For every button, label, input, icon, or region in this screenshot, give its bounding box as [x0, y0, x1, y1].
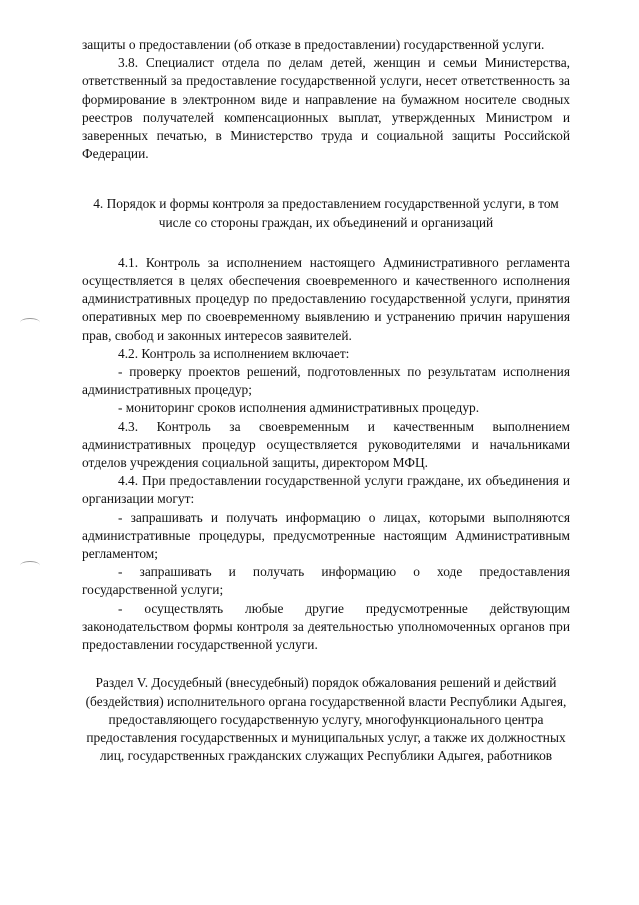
document-page	[82, 36, 570, 765]
paragraph: 4.4. При предоставлении государственной услуги граждане, их объединения и организации могут:	[82, 473, 570, 507]
paragraph: 3.8. Специалист отдела по делам детей, женщин и семьи Министерства, ответственный за предоставление государственной услуги, несет ответственность за формирование в электронном виде и направление на бумажном носителе сводных реестров получателей компенсационных выплат, утвержденных Министром и заверенных печатью, в Министерство труда и социальной защиты Российской Федерации.	[82, 55, 570, 162]
paragraph: 4.1. Контроль за исполнением настоящего Административного регламента осуществляется в целях обеспечения своевременного и качественного исполнения административных процедур по предоставлению государственной услуги, принятия оперативных мер по своевременному выявлению и устранению причин нарушения прав, свобод и законных интересов заявителей.	[82, 254, 570, 343]
list-item: - запрашивать и получать информацию о ходе предоставления государственной услуги;	[82, 564, 570, 598]
paragraph: 4.2. Контроль за исполнением включает:	[118, 345, 350, 361]
section-5-title: Раздел V. Досудебный (внесудебный) порядок обжалования решений и действий (бездействия) исполнительного органа государственной власти Республики Адыгея, предоставляющего государственную услугу, многофункционального центра предоставления государственных и муниципальных услуг, а также их должностных лиц, государственных гражданских служащих Республики Адыгея, работников	[85, 675, 567, 764]
list-item: - мониторинг сроков исполнения административных процедур.	[118, 400, 480, 416]
margin-scan-mark	[20, 318, 40, 327]
section-4-title: 4. Порядок и формы контроля за предоставлением государственной услуги, в том числе со стороны граждан, их объединений и организаций	[93, 196, 559, 230]
list-item: - запрашивать и получать информацию о лицах, которыми выполняются административные процедуры, предусмотренные настоящим Административным регламентом;	[82, 509, 570, 562]
list-item: - проверку проектов решений, подготовленных по результатам исполнения административных процедур;	[82, 364, 570, 398]
paragraph: защиты о предоставлении (об отказе в предоставлении) государственной услуги.	[82, 37, 545, 52]
margin-scan-mark	[20, 561, 40, 570]
list-item: - осуществлять любые другие предусмотренные действующим законодательством формы контроля за деятельностью уполномоченных органов при предоставлении государственной услуги.	[82, 600, 570, 653]
paragraph: 4.3. Контроль за своевременным и качественным выполнением административных процедур осуществляется руководителями и начальниками отделов учреждения социальной защиты, директором МФЦ.	[82, 418, 570, 471]
